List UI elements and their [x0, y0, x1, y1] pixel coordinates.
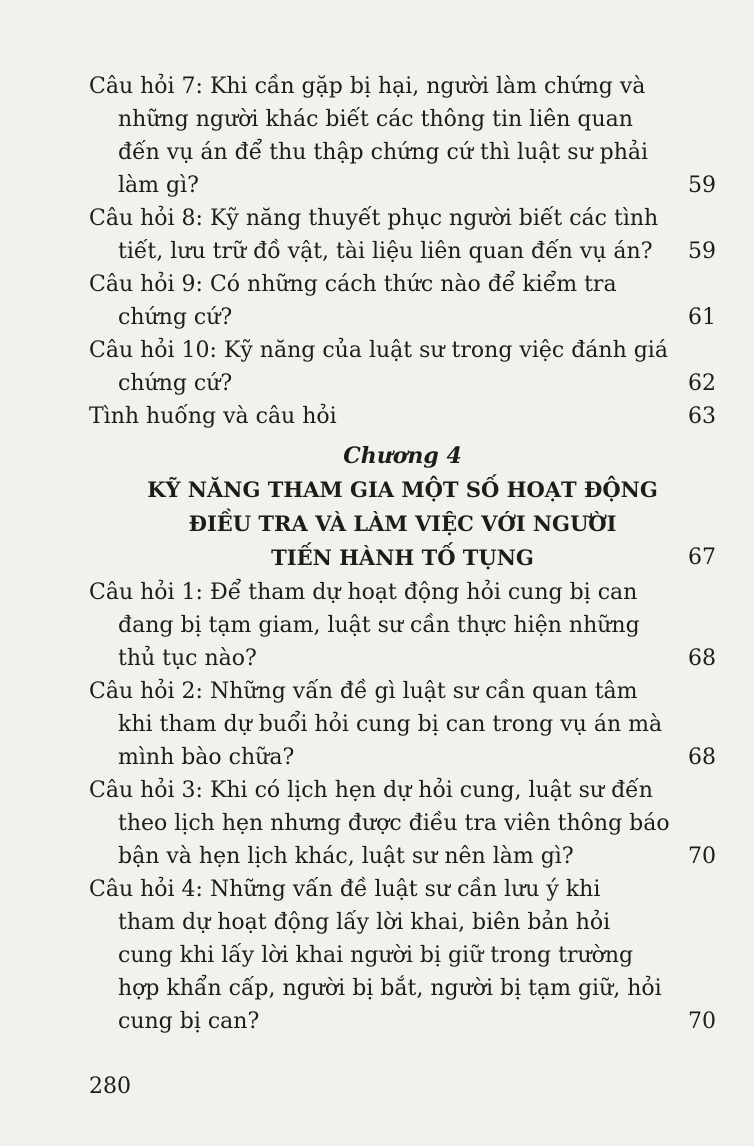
entry-line: làm gì? 59: [89, 169, 716, 202]
page-ref: 61: [688, 305, 716, 330]
page-ref: 70: [688, 1009, 716, 1034]
entry-line: khi tham dự buổi hỏi cung bị can trong vụ án mà: [118, 712, 663, 737]
toc-entry-q8: [89, 202, 716, 268]
chapter-title-line: ĐIỀU TRA VÀ LÀM VIỆC VỚI NGƯỜI: [188, 511, 617, 536]
entry-line: cung bị can? 70: [89, 1005, 716, 1038]
toc-entry-q4: [89, 873, 716, 1038]
page-ref: 63: [688, 404, 716, 429]
entry-line: đang bị tạm giam, luật sư cần thực hiện những: [118, 613, 640, 638]
toc-entry-q9: [89, 268, 716, 334]
entry-line: mình bào chữa? 68: [89, 741, 716, 774]
page-ref: 59: [688, 173, 716, 198]
entry-line: thủ tục nào? 68: [89, 642, 716, 675]
toc-entry-q1: [89, 576, 716, 675]
entry-line: chứng cứ? 61: [89, 301, 716, 334]
entry-line: Câu hỏi 8: Kỹ năng thuyết phục người biết các tình: [89, 206, 659, 231]
chapter-title-line: TIẾN HÀNH TỐ TỤNG 67: [89, 541, 716, 575]
entry-line: tham dự hoạt động lấy lời khai, biên bản hỏi: [118, 910, 611, 935]
entry-line: cung khi lấy lời khai người bị giữ trong trường: [118, 943, 634, 968]
toc-entry-q2: [89, 675, 716, 774]
entry-line: Câu hỏi 9: Có những cách thức nào để kiểm tra: [89, 272, 617, 297]
page-ref: 68: [688, 646, 716, 671]
chapter-title-line: KỸ NĂNG THAM GIA MỘT SỐ HOẠT ĐỘNG: [147, 477, 658, 502]
entry-line: Câu hỏi 1: Để tham dự hoạt động hỏi cung bị can: [89, 580, 638, 605]
toc-entry-q3: [89, 774, 716, 873]
page-ref: 68: [688, 745, 716, 770]
entry-line: Câu hỏi 2: Những vấn đề gì luật sư cần quan tâm: [89, 679, 638, 704]
entry-line: những người khác biết các thông tin liên quan: [118, 107, 633, 132]
page-ref: 70: [688, 844, 716, 869]
entry-line: tiết, lưu trữ đồ vật, tài liệu liên quan đến vụ án? 59: [89, 235, 716, 268]
chapter-label: Chương 4: [343, 443, 462, 469]
entry-line: Tình huống và câu hỏi 63: [89, 400, 716, 433]
entry-line: đến vụ án để thu thập chứng cứ thì luật sư phải: [118, 140, 649, 165]
entry-line: hợp khẩn cấp, người bị bắt, người bị tạm giữ, hỏi: [118, 976, 662, 1001]
entry-line: Câu hỏi 4: Những vấn đề luật sư cần lưu ý khi: [89, 877, 601, 902]
toc-entry-situations: [89, 400, 716, 433]
entry-line: Câu hỏi 3: Khi có lịch hẹn dự hỏi cung, luật sư đến: [89, 778, 653, 803]
footer-page-number: 280: [89, 1074, 131, 1099]
page-ref: 62: [688, 371, 716, 396]
toc-entry-q10: [89, 334, 716, 400]
page-ref: 67: [688, 545, 716, 570]
entry-line: chứng cứ? 62: [89, 367, 716, 400]
entry-line: Câu hỏi 7: Khi cần gặp bị hại, người làm chứng và: [89, 74, 646, 99]
entry-line: theo lịch hẹn nhưng được điều tra viên thông báo: [118, 811, 670, 836]
chapter-heading: [89, 440, 716, 575]
entry-line: Câu hỏi 10: Kỹ năng của luật sư trong việc đánh giá: [89, 338, 668, 363]
toc-entry-q7: [89, 70, 716, 202]
entry-line: bận và hẹn lịch khác, luật sư nên làm gì? 70: [89, 840, 716, 873]
page-ref: 59: [688, 239, 716, 264]
